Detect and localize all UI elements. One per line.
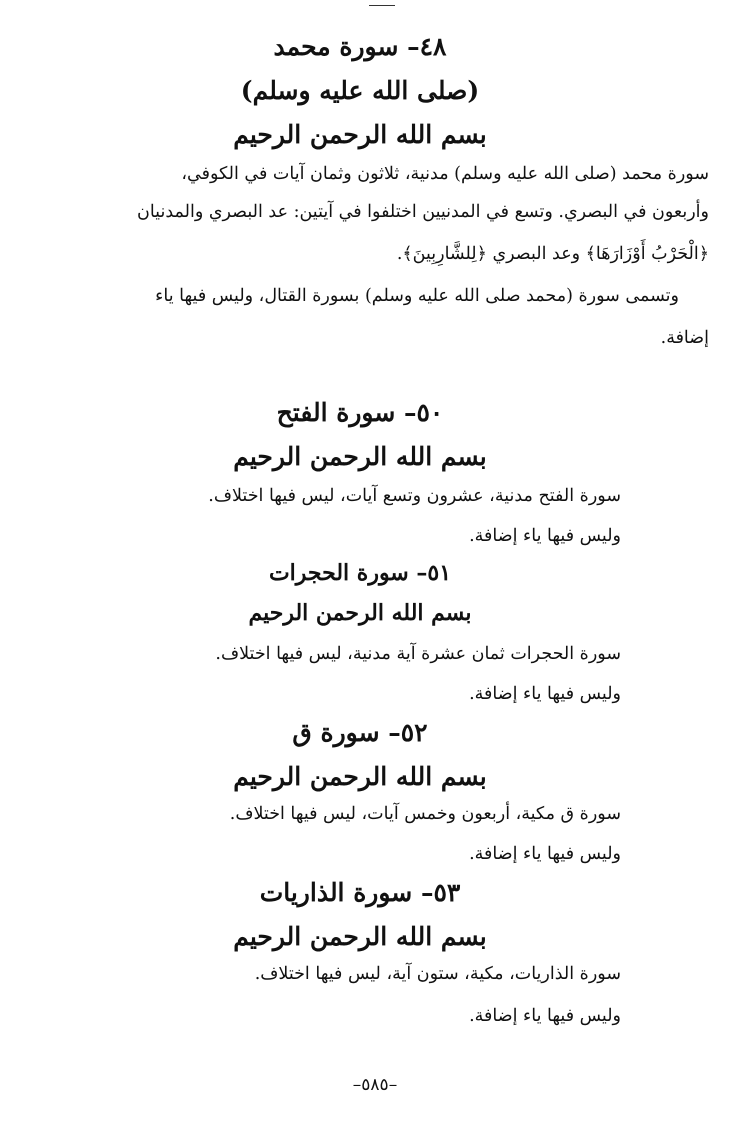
surah-53-line-2: وليس فيها ياء إضافة. — [469, 1006, 621, 1026]
surah-50-title: ٥٠– سورة الفتح — [276, 398, 444, 427]
surah-53-basmala: بسم الله الرحمن الرحيم — [233, 922, 487, 951]
surah-52-title: ٥٢– سورة ق — [292, 718, 428, 747]
surah-48-line-2: وأربعون في البصري. وتسع في المدنيين اختلفوا في آيتين: عد البصري والمدنيان — [136, 202, 709, 222]
surah-51-title: ٥١– سورة الحجرات — [268, 560, 452, 586]
surah-48-subtitle: (صلى الله عليه وسلم) — [240, 76, 480, 105]
surah-50-line-2: وليس فيها ياء إضافة. — [469, 526, 621, 546]
surah-52-line-2: وليس فيها ياء إضافة. — [469, 844, 621, 864]
top-rule — [369, 5, 395, 6]
surah-48-line-1: سورة محمد (صلى الله عليه وسلم) مدنية، ثلاثون وثمان آيات في الكوفي، — [181, 164, 709, 184]
surah-53-line-1: سورة الذاريات، مكية، ستون آية، ليس فيها اختلاف. — [254, 964, 621, 984]
surah-53-title: ٥٣– سورة الذاريات — [259, 878, 461, 907]
surah-48-title: ٤٨– سورة محمد — [273, 32, 447, 61]
page-number: –٥٨٥– — [352, 1075, 398, 1095]
surah-48-line-4: وتسمى سورة (محمد صلى الله عليه وسلم) بسورة القتال، وليس فيها ياء — [155, 286, 679, 306]
surah-51-line-1: سورة الحجرات ثمان عشرة آية مدنية، ليس فيها اختلاف. — [215, 644, 621, 664]
surah-50-line-1: سورة الفتح مدنية، عشرون وتسع آيات، ليس فيها اختلاف. — [208, 486, 621, 506]
surah-52-basmala: بسم الله الرحمن الرحيم — [233, 762, 487, 791]
surah-48-line-5: إضافة. — [660, 328, 709, 348]
surah-48-line-3: ﴿الْحَرْبُ أَوْزَارَهَا﴾ وعد البصري ﴿لِلشَّارِبِينَ﴾. — [396, 244, 709, 264]
surah-48-basmala: بسم الله الرحمن الرحيم — [233, 120, 487, 149]
surah-52-line-1: سورة ق مكية، أربعون وخمس آيات، ليس فيها اختلاف. — [229, 804, 621, 824]
surah-50-basmala: بسم الله الرحمن الرحيم — [233, 442, 487, 471]
surah-51-basmala: بسم الله الرحمن الرحيم — [248, 600, 472, 626]
surah-51-line-2: وليس فيها ياء إضافة. — [469, 684, 621, 704]
